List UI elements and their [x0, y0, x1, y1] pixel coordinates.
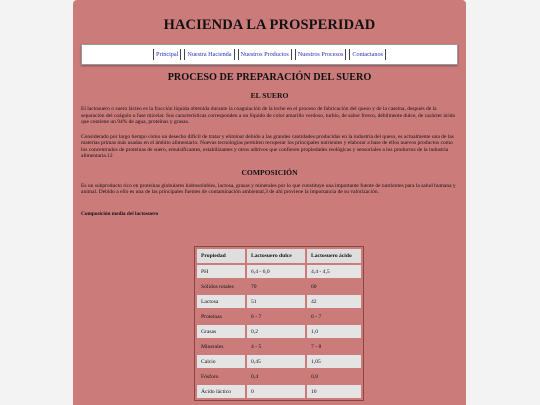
table-cell: Fósforo — [197, 370, 245, 383]
table-caption: Composición media del lactosuero — [81, 210, 159, 217]
table-cell: 4 - 5 — [247, 340, 305, 353]
main-nav — [81, 44, 458, 65]
nav-item-principal[interactable]: Principal — [153, 49, 181, 60]
section-heading-suero: EL SUERO — [250, 91, 289, 100]
table-cell: Lactosa — [197, 295, 245, 308]
table-row — [197, 385, 361, 398]
table-cell: 4,4 - 4,5 — [307, 265, 361, 278]
site-title: HACIENDA LA PROSPERIDAD — [163, 17, 376, 33]
table-row — [197, 355, 361, 368]
table-cell: 51 — [247, 295, 305, 308]
table-cell: 10 — [307, 385, 361, 398]
page-container — [73, 0, 466, 405]
table-cell: 0,4 — [247, 370, 305, 383]
table-cell: 0 — [247, 385, 305, 398]
section-heading-composicion: COMPOSICIÓN — [241, 167, 298, 177]
table-header-cell: Lactosuero dulce — [247, 249, 305, 263]
table-cell: Ácido láctico — [197, 385, 245, 398]
main-content — [81, 72, 458, 395]
table-cell: 0,2 — [247, 325, 305, 338]
table-cell: 0,8 — [307, 370, 361, 383]
table-cell: Sólidos totales — [197, 280, 245, 293]
paragraph-composicion: Es un subproducto rico en proteínas globulares hidrosolubles, lactosa, grasas y minerales por lo que constituye una importante fuente de nutrientes para la salud humana y animal. Debido a ello es una de las principales fuentes de contaminación ambiental,3 de ahí proviene la importancia de su valorización. — [81, 182, 456, 195]
table-cell: 0,45 — [247, 355, 305, 368]
nav-item-nuestra-hacienda[interactable]: Nuestra Hacienda — [184, 49, 234, 60]
table-row — [197, 325, 361, 338]
paragraph-suero-uses: Considerado por largo tiempo como un desecho difícil de tratar y eliminar debido a las grandes cantidades producidas en la industria del queso, es actualmente una de las materias primas más usadas en el ámbito alimentario. Nuevas tecnologías permiten recuperar los principales nutrientes y elaborar a base de ellos nuevos productos como los concentrados de proteínas de suero, emulsificantes, estabilizantes y otros aditivos que confieren propiedades reológicas y sensoriales a los productos de la industria alimentaria.12 — [81, 133, 454, 159]
paragraph-suero-definition: El lactosuero o suero lácteo es la fracción líquida obtenida durante la coagulación de la leche en el proceso de fabricación del queso y de la caseína, después de la separación del coágulo o fase micelar. Sus características corresponden a un líquido de color amarillo verdoso, turbio, de sabor fresco, débilmente dulce, de carácter ácido que contiene un 94% de agua, proteínas y grasas. — [81, 106, 456, 125]
table-header-cell: Lactosuero ácido — [307, 249, 361, 263]
table-cell: Minerales — [197, 340, 245, 353]
table-row — [197, 340, 361, 353]
table-cell: Proteínas — [197, 310, 245, 323]
table-row — [197, 295, 361, 308]
table-cell: PH — [197, 265, 245, 278]
table-header-row — [197, 249, 361, 263]
table-cell: 6 - 7 — [247, 310, 305, 323]
table-row — [197, 265, 361, 278]
table-cell: 42 — [307, 295, 361, 308]
table-row — [197, 370, 361, 383]
table-cell: 1,05 — [307, 355, 361, 368]
table-cell: Calcio — [197, 355, 245, 368]
table-cell: 1,0 — [307, 325, 361, 338]
table-cell: 70 — [247, 280, 305, 293]
nav-item-contactanos[interactable]: Contactanos — [349, 49, 386, 60]
table-cell: Grasas — [197, 325, 245, 338]
table-cell: 6 - 7 — [307, 310, 361, 323]
table-row — [197, 310, 361, 323]
table-cell: 60 — [307, 280, 361, 293]
nav-item-nuestros-productos[interactable]: Nuestros Productos — [238, 49, 292, 60]
nav-item-nuestros-procesos[interactable]: Nuestros Procesos — [295, 49, 347, 60]
page-heading: PROCESO DE PREPARACIÓN DEL SUERO — [167, 72, 372, 83]
table-header-cell: Propiedad — [197, 249, 245, 263]
composition-table — [194, 246, 364, 401]
table-cell: 7 - 8 — [307, 340, 361, 353]
table-cell: 6,4 - 6,0 — [247, 265, 305, 278]
table-row — [197, 280, 361, 293]
